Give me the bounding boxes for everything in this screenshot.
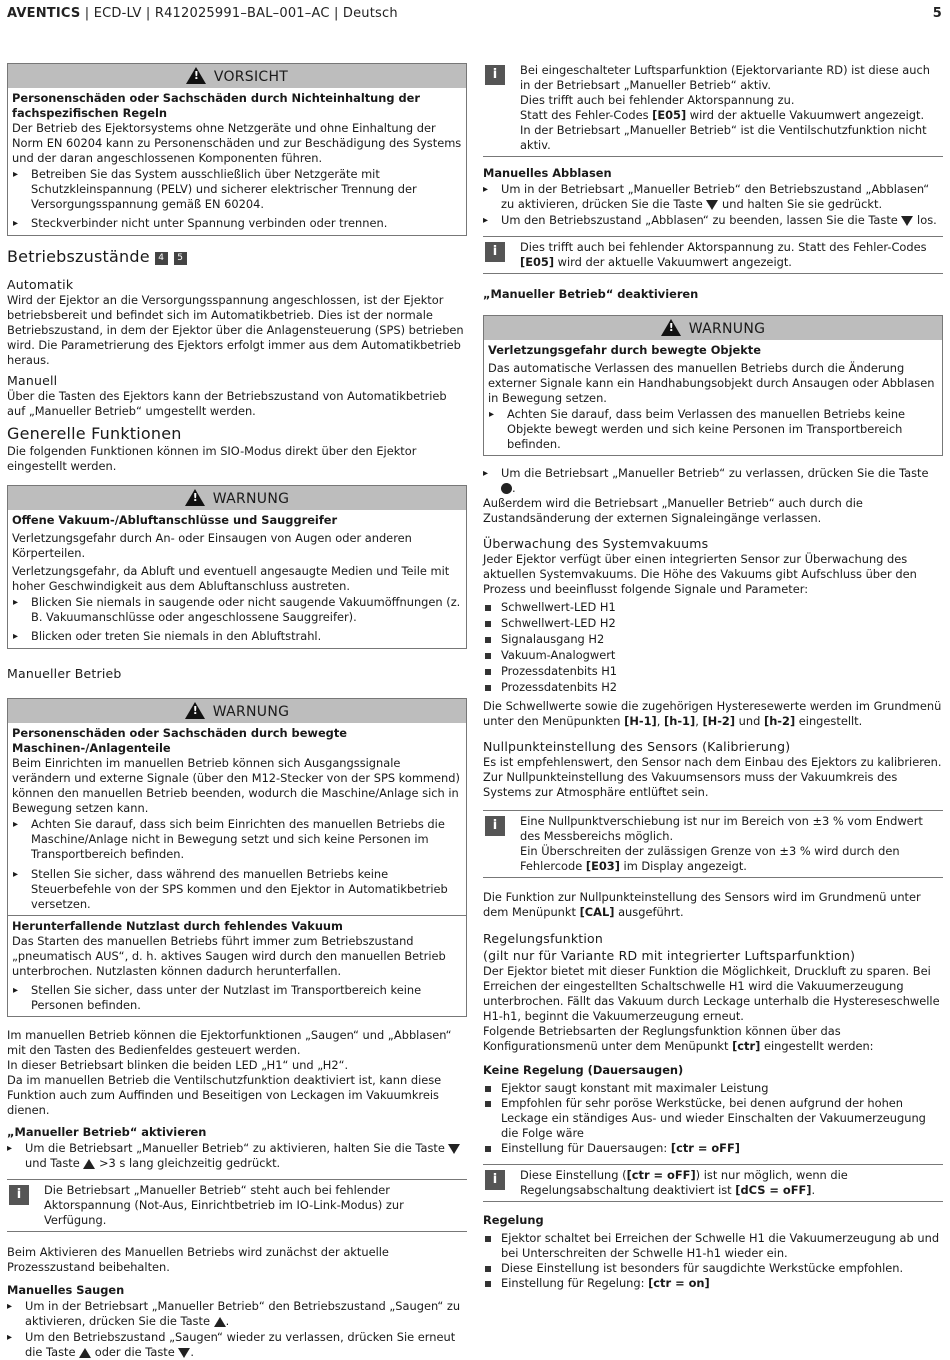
warning-subtitle: Personenschäden oder Sachschäden durch bewegte Maschinen-/Anlagenteile xyxy=(12,726,348,755)
subsection-title-ueberwachung: Überwachung des Systemvakuums xyxy=(483,536,709,551)
info-note xyxy=(483,63,943,157)
error-code: [E05] xyxy=(520,255,555,269)
right-column xyxy=(483,63,943,1291)
brand-name: AVENTICS xyxy=(7,6,81,21)
caution-subtitle: Personenschäden oder Sachschäden durch Nichteinhaltung der fachspezifischen Regeln xyxy=(12,91,421,120)
info-note: i Dies trifft auch bei fehlender Aktorspannung zu. Statt des Fehler-Codes [E05] wird der aktuelle Vakuumwert angezeigt. xyxy=(483,236,943,274)
warning-header xyxy=(484,316,942,340)
subsection-title-manuell: Manuell xyxy=(7,373,58,388)
menu-code: [dCS = oFF] xyxy=(735,1183,812,1197)
page-number: 5 xyxy=(932,6,942,21)
subsection-title-nullpunkt: Nullpunkteinstellung des Sensors (Kalibrierung) xyxy=(483,739,791,754)
warning-subtitle: Verletzungsgefahr durch bewegte Objekte xyxy=(488,343,761,357)
warning-subtitle: Offene Vakuum-/Abluftanschlüsse und Sauggreifer xyxy=(12,513,338,527)
info-note xyxy=(483,810,943,878)
warning-text: Verletzungsgefahr durch An- oder Einsaugen von Augen oder anderen Körperteilen. xyxy=(12,531,412,560)
warning-header xyxy=(8,699,466,723)
info-icon: i xyxy=(485,65,505,85)
list-item: ▸ Blicken oder treten Sie niemals in den Abluftstrahl. xyxy=(31,629,462,648)
list-item: ▸ Um in der Betriebsart „Manueller Betrieb“ den Betriebszustand „Abblasen“ zu aktivieren, drücken Sie die Taste und halten Sie sie gedrückt. xyxy=(501,182,939,212)
list-item: ▸ Um den Betriebszustand „Abblasen“ zu beenden, lassen Sie die Taste los. xyxy=(501,213,939,228)
header-doc-info: | ECD-LV | R412025991–BAL–001–AC | Deutsch xyxy=(80,6,398,21)
warning-box-vacuum xyxy=(7,485,467,649)
warning-list xyxy=(8,595,466,648)
info-text: Bei eingeschalteter Luftsparfunktion (Ejektorvariante RD) ist diese auch in der Betriebsart „Manueller Betrieb“ aktiv. xyxy=(520,63,930,92)
warning-list xyxy=(484,407,942,455)
regelung-list xyxy=(483,1231,943,1291)
info-icon: i xyxy=(485,1170,505,1190)
schwellwerte-text: Die Schwellwerte sowie die zugehörigen Hysteresewerte werden im Grundmenü unter den Menüpunkten [H-1], [h-1], [H-2] und [h-2] eingestellt. xyxy=(483,699,942,728)
regelung-text: Der Ejektor bietet mit dieser Funktion die Möglichkeit, Druckluft zu sparen. Bei Erreichen der eingestellten Schaltschwelle H1 wird die Vakuumerzeugung unterbrochen. Fällt das Vakuum durch Leckage unterhalb die Hystereseschwelle H1-h1, beginnt die Vakuumerzeugung erneut. xyxy=(483,964,940,1023)
list-item: Ejektor schaltet bei Erreichen der Schwelle H1 die Vakuumerzeugung ab und bei Unterschreiten der Schwelle H1-h1 wieder ein. xyxy=(501,1231,943,1261)
list-item: ▸ Blicken Sie niemals in saugende oder nicht saugende Vakuumöffnungen (z. B. Vakuumanschlüsse oder angeschlossene Sauggreifer). xyxy=(31,595,462,625)
cal-text: Die Funktion zur Nullpunkteinstellung des Sensors wird im Grundmenü unter dem Menüpunkt [CAL] ausgeführt. xyxy=(483,890,921,919)
warning-icon xyxy=(185,702,205,719)
subheading-keine-regelung: Keine Regelung (Dauersaugen) xyxy=(483,1063,684,1077)
list-item: ▸ Stellen Sie sicher, dass während des manuellen Betriebs keine Steuerbefehle von der SPS kommen und den Ejektor in Automatikbetrieb versetzen. xyxy=(31,867,462,912)
warning-box-machine xyxy=(7,698,467,1017)
caution-box xyxy=(7,63,467,236)
menu-code: [ctr = oFF] xyxy=(670,1141,740,1155)
info-note: i Diese Einstellung ([ctr = oFF]) ist nur möglich, wenn die Regelungsabschaltung deaktiviert ist [dCS = oFF]. xyxy=(483,1164,943,1202)
list-item: Schwellwert-LED H2 xyxy=(501,616,943,631)
caution-header xyxy=(8,64,466,88)
list-item: Ejektor saugt konstant mit maximaler Leistung xyxy=(501,1081,943,1096)
list-item xyxy=(25,1141,463,1171)
keine-regelung-list xyxy=(483,1081,943,1156)
regelung-text-2: Folgende Betriebsarten der Reglungsfunktion können über das Konfigurationsmenü unter dem Menüpunkt [ctr] eingestellt werden: xyxy=(483,1024,874,1053)
info-icon: i xyxy=(485,816,505,836)
list-item: ▸ Stellen Sie sicher, dass unter der Nutzlast im Transportbereich keine Personen befinden. xyxy=(31,983,462,1016)
warning-text: Das Starten des manuellen Betriebs führt immer zum Betriebszustand „pneumatisch AUS“, d. h. aktives Saugen wird durch den manuellen Betrieb unterbrochen. Nutzlasten können dadurch herunterfallen. xyxy=(12,934,446,978)
saugen-list xyxy=(7,1299,467,1360)
list-item: ▸ Steckverbinder nicht unter Spannung verbinden oder trennen. xyxy=(31,216,462,235)
aktivieren-list xyxy=(7,1141,467,1171)
list-item: Signalausgang H2 xyxy=(501,632,943,647)
list-item: Schwellwert-LED H1 xyxy=(501,600,943,615)
step-text: und Taste xyxy=(25,1156,84,1170)
key-down-icon xyxy=(448,1144,460,1154)
manual-text-3: Da im manuellen Betrieb die Ventilschutzfunktion deaktiviert ist, kann diese Funktion auch zum Auffinden und Beseitigen von Leckagen im Vakuumkreis dienen. xyxy=(7,1073,442,1117)
key-circle-icon xyxy=(501,483,512,494)
menu-code: [H-1] xyxy=(624,714,657,728)
abblasen-list xyxy=(483,182,943,228)
list-item: Vakuum-Analogwert xyxy=(501,648,943,663)
info-text: Die Betriebsart „Manueller Betrieb“ steht auch bei fehlender Aktorspannung (Not-Aus, Einrichtbetrieb im IO-Link-Modus) zur Verfügung. xyxy=(44,1183,404,1227)
warning-title: WARNUNG xyxy=(212,704,290,720)
menu-code: [CAL] xyxy=(579,905,615,919)
section-title-text: Betriebszustände xyxy=(7,247,150,266)
left-column xyxy=(7,63,467,1360)
subheading-deaktivieren: „Manueller Betrieb“ deaktivieren xyxy=(483,287,699,301)
warning-text: Verletzungsgefahr, da Abluft und eventuell angesaugte Medien und Teile mit hoher Geschwindigkeit aus dem Abluftanschluss austreten. xyxy=(12,564,450,593)
warning-text: Beim Einrichten im manuellen Betrieb können sich Ausgangssignale verändern und externe Signale (über den M12-Stecker von der SPS kommend) können den manuellen Betrieb beenden, wodurch die Maschine/Anlage sich in Bewegung setzen kann. xyxy=(12,756,460,815)
verlassen-list xyxy=(483,466,943,496)
warning-title: WARNUNG xyxy=(212,491,290,507)
list-item: ▸ Um in der Betriebsart „Manueller Betrieb“ den Betriebszustand „Saugen“ zu aktivieren, drücken Sie die Taste . xyxy=(25,1299,463,1329)
info-text: In der Betriebsart „Manueller Betrieb“ ist die Ventilschutzfunktion nicht aktiv. xyxy=(520,123,927,152)
warning-list xyxy=(8,983,466,1016)
step-text: Um die Betriebsart „Manueller Betrieb“ zu aktivieren, halten Sie die Taste xyxy=(25,1141,449,1155)
subheading-aktivieren: „Manueller Betrieb“ aktivieren xyxy=(7,1125,207,1139)
key-up-icon xyxy=(214,1317,226,1327)
list-item: Einstellung für Regelung: [ctr = on] xyxy=(501,1276,943,1291)
manual-text-1: Im manuellen Betrieb können die Ejektorfunktionen „Saugen“ und „Abblasen“ mit den Tasten des Bedienfeldes gesteuert werden. xyxy=(7,1028,452,1057)
ueberwachung-text: Jeder Ejektor verfügt über einen integrierten Sensor zur Überwachung des aktuellen Systemvakuums. Die Höhe des Vakuums gibt Aufschluss über den Prozess und beeinflusst folgende Signale und Parameter: xyxy=(483,552,917,596)
subsection-title-regelung: Regelungsfunktion xyxy=(483,931,604,946)
warning-text: Das automatische Verlassen des manuellen Betriebs durch die Änderung externer Signale kann ein Handhabungsobjekt durch Ansaugen oder Abblasen in Bewegung setzen. xyxy=(488,361,935,405)
warning-title: WARNUNG xyxy=(688,321,766,337)
warning-list xyxy=(8,817,466,912)
menu-code: [ctr] xyxy=(732,1039,761,1053)
nullpunkt-text: Es ist empfehlenswert, den Sensor nach dem Einbau des Ejektors zu kalibrieren. Zur Nullpunkteinstellung des Vakuumsensors muss der Vakuumkreis des Systems zur Atmosphäre entlüftet sein. xyxy=(483,755,942,799)
subheading-regelung: Regelung xyxy=(483,1213,544,1227)
subheading-saugen: Manuelles Saugen xyxy=(7,1283,125,1297)
warning-icon xyxy=(186,67,206,84)
list-item: ▸ Um die Betriebsart „Manueller Betrieb“ zu verlassen, drücken Sie die Taste . xyxy=(501,466,939,496)
list-item: ▸ Um den Betriebszustand „Saugen“ wieder zu verlassen, drücken Sie erneut die Taste oder die Taste . xyxy=(25,1330,463,1360)
automatik-text: Wird der Ejektor an die Versorgungsspannung angeschlossen, ist der Ejektor betriebsbereit und befindet sich im Automatikbetrieb. Dies ist der normale Betriebszustand, in dem der Ejektor über die Anlagensteuerung (SPS) betrieben wird. Die Parametrierung des Ejektors erfolgt immer aus dem Automatikbetrieb heraus. xyxy=(7,293,464,367)
info-text: Statt des Fehler-Codes [E05] wird der aktuelle Vakuumwert angezeigt. xyxy=(520,108,925,122)
section-title-betriebszustaende xyxy=(7,247,467,267)
info-text: Eine Nullpunktverschiebung ist nur im Bereich von ±3 % vom Endwert des Messbereichs möglich. xyxy=(520,814,923,843)
list-item: ▸ Betreiben Sie das System ausschließlich über Netzgeräte mit Schutzkleinspannung (PELV) und sicherer elektrischer Trennung der Versorgungsspannung gemäß EN 60204. xyxy=(31,167,462,212)
list-item: ▸ Achten Sie darauf, dass sich beim Einrichten des manuellen Betriebs die Maschine/Anlage nicht in Bewegung setzt und sich keine Personen im Transportbereich befinden. xyxy=(31,817,462,862)
caution-title: VORSICHT xyxy=(213,69,289,85)
signal-list xyxy=(483,600,943,695)
info-text: Ein Überschreiten der zulässigen Grenze von ±3 % wird durch den Fehlercode [E03] im Display angezeigt. xyxy=(520,844,900,873)
info-text: Dies trifft auch bei fehlender Aktorspannung zu. xyxy=(520,93,795,107)
subsection-subtitle-regelung: (gilt nur für Variante RD mit integrierter Luftsparfunktion) xyxy=(483,948,856,963)
generelle-text: Die folgenden Funktionen können im SIO-Modus direkt über den Ejektor eingestellt werden. xyxy=(7,444,417,473)
key-down-icon xyxy=(706,200,718,210)
menu-code: [ctr = oFF] xyxy=(626,1168,696,1182)
list-item: Prozessdatenbits H2 xyxy=(501,680,943,695)
menu-code: [h-2] xyxy=(763,714,796,728)
figure-ref-badge: 5 xyxy=(174,252,187,265)
warning-box-objects xyxy=(483,315,943,456)
key-up-icon xyxy=(83,1159,95,1169)
figure-ref-badge: 4 xyxy=(155,252,168,265)
manual-text-4: Beim Aktivieren des Manuellen Betriebs wird zunächst der aktuelle Prozesszustand beibehalten. xyxy=(7,1245,389,1274)
warning-subtitle: Herunterfallende Nutzlast durch fehlendes Vakuum xyxy=(12,919,343,933)
list-item: ▸ Achten Sie darauf, dass beim Verlassen des manuellen Betriebs keine Objekte bewegt werden und sich keine Personen im Transportbereich befinden. xyxy=(507,407,938,455)
step-text: oder die Taste xyxy=(91,1345,179,1359)
info-note xyxy=(7,1179,467,1232)
key-down-icon xyxy=(901,216,913,226)
info-icon: i xyxy=(9,1185,29,1205)
verlassen-text: Außerdem wird die Betriebsart „Manueller Betrieb“ auch durch die Zustandsänderung der externen Signaleingänge verlassen. xyxy=(483,496,863,525)
caution-list xyxy=(8,167,466,235)
step-text: Um in der Betriebsart „Manueller Betrieb“ den Betriebszustand „Saugen“ zu aktivieren, drücken Sie die Taste xyxy=(25,1299,461,1328)
menu-code: [h-1] xyxy=(664,714,696,728)
subheading-abblasen: Manuelles Abblasen xyxy=(483,166,612,180)
subsection-title-manueller-betrieb: Manueller Betrieb xyxy=(7,666,122,681)
manuell-text: Über die Tasten des Ejektors kann der Betriebszustand von Automatikbetrieb auf „Manueller Betrieb“ umgestellt werden. xyxy=(7,389,447,418)
caution-text: Der Betrieb des Ejektorsystems ohne Netzgeräte und ohne Einhaltung der Norm EN 60204 kann zu Personenschäden und zur Beschädigung des Systems und der daran angeschlossenen Komponenten führen. xyxy=(12,121,462,165)
step-text: Um den Betriebszustand „Saugen“ wieder zu verlassen, drücken Sie erneut die Taste xyxy=(25,1330,456,1359)
warning-icon xyxy=(661,319,681,336)
menu-code: [ctr = on] xyxy=(648,1276,710,1290)
info-icon: i xyxy=(485,242,505,262)
error-code: [E03] xyxy=(585,859,620,873)
step-text: >3 s lang gleichzeitig gedrückt. xyxy=(95,1156,281,1170)
list-item: Prozessdatenbits H1 xyxy=(501,664,943,679)
list-item: Einstellung für Dauersaugen: [ctr = oFF] xyxy=(501,1141,943,1156)
section-title-generelle-funktionen: Generelle Funktionen xyxy=(7,424,182,443)
list-item: Empfohlen für sehr poröse Werkstücke, bei denen aufgrund der hohen Leckage ein ständiges Aus- und wieder Einschalten der Vakuumerzeugung die Folge wäre xyxy=(501,1096,943,1141)
error-code: [E05] xyxy=(652,108,687,122)
manual-text-2: In dieser Betriebsart blinken die beiden LED „H1“ und „H2“. xyxy=(7,1058,349,1072)
menu-code: [H-2] xyxy=(702,714,736,728)
page-header xyxy=(7,6,942,24)
warning-header xyxy=(8,486,466,510)
subsection-title-automatik: Automatik xyxy=(7,277,74,292)
list-item: Diese Einstellung ist besonders für saugdichte Werkstücke empfohlen. xyxy=(501,1261,943,1276)
warning-icon xyxy=(185,489,205,506)
